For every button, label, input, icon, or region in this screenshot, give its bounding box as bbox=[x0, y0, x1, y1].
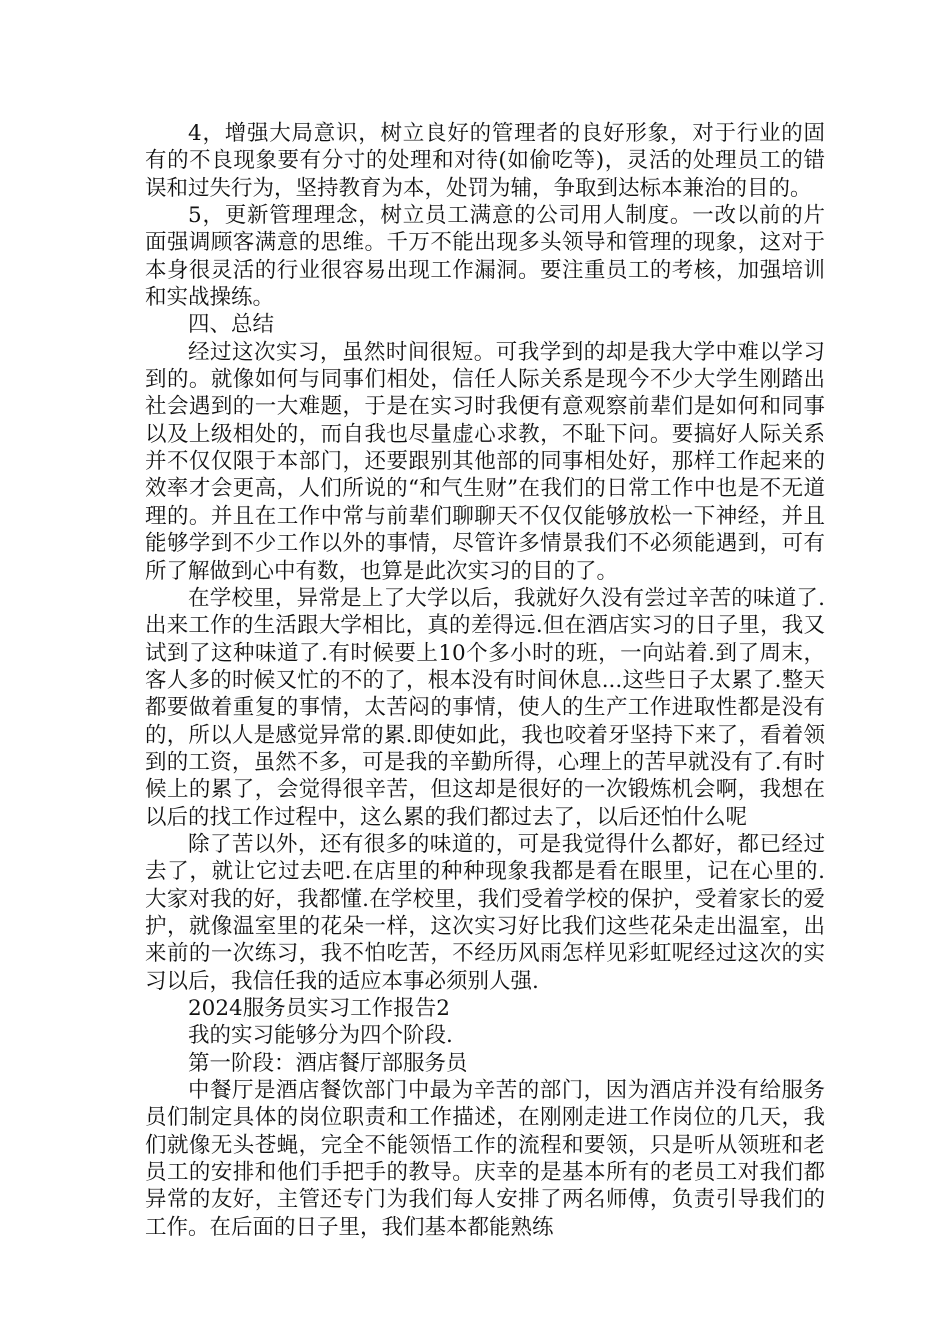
section-heading-summary: 四、总结 bbox=[188, 312, 275, 338]
paragraph-summary-1: 经过这次实习，虽然时间很短。可我学到的却是我大学中难以学习到的。就像如何与同事们相处，信任人际关系是现今不少大学生刚踏出社会遇到的一大难题，于是在实习时我便有意观察前辈们是如何和同事以及上级相处的，而自我也尽量虚心求教，不耻下问。要搞好人际关系并不仅仅限于本部门，还要跟别其他部的同事相处好，那样工作起来的效率才会更高，人们所说的“和气生财”在我们的日常工作中也是不无道理的。并且在工作中常与前辈们聊聊天不仅仅能够放松一下神经，并且能够学到不少工作以外的事情，尽管许多情景我们不必须能遇到，可有所了解做到心中有数，也算是此次实习的目的了。 bbox=[145, 339, 825, 584]
paragraph-strategy-4: 4，增强大局意识，树立良好的管理者的良好形象，对于行业的固有的不良现象要有分寸的处理和对待(如偷吃等)，灵活的处理员工的错误和过失行为，坚持教育为本，处罚为辅，争取到达标本兼治的目的。 bbox=[145, 121, 825, 201]
paragraph-summary-2: 在学校里，异常是上了大学以后，我就好久没有尝过辛苦的味道了.出来工作的生活跟大学相比，真的差得远.但在酒店实习的日子里，我又试到了这种味道了.有时候要上10个多小时的班，一向站着.到了周末，客人多的时候又忙的不的了，根本没有时间休息...这些日子太累了.整天都要做着重复的事情，太苦闷的事情，使人的生产工作进取性都是没有的，所以人是感觉异常的累.即使如此，我也咬着牙坚持下来了，看着领到的工资，虽然不多，可是我的辛勤所得，心理上的苦早就没有了.有时候上的累了，会觉得很辛苦，但这却是很好的一次锻炼机会啊，我想在以后的找工作过程中，这么累的我们都过去了，以后还怕什么呢 bbox=[145, 585, 825, 830]
stage-heading-1: 第一阶段：酒店餐厅部服务员 bbox=[188, 1050, 468, 1076]
paragraph-stages-intro: 我的实习能够分为四个阶段. bbox=[188, 1023, 453, 1049]
paragraph-strategy-5: 5，更新管理理念，树立员工满意的公司用人制度。一改以前的片面强调顾客满意的思维。千万不能出现多头领导和管理的现象，这对于本身很灵活的行业很容易出现工作漏洞。要注重员工的考核，加强培训和实战操练。 bbox=[145, 203, 825, 311]
report-title: 2024服务员实习工作报告2 bbox=[188, 996, 450, 1021]
paragraph-stage-1: 中餐厅是酒店餐饮部门中最为辛苦的部门，因为酒店并没有给服务员们制定具体的岗位职责和工作描述，在刚刚走进工作岗位的几天，我们就像无头苍蝇，完全不能领悟工作的流程和要领，只是听从领班和老员工的安排和他们手把手的教导。庆幸的是基本所有的老员工对我们都异常的友好，主管还专门为我们每人安排了两名师傅，负责引导我们的工作。在后面的日子里，我们基本都能熟练 bbox=[145, 1078, 825, 1240]
document-page bbox=[145, 120, 825, 1241]
paragraph-summary-3: 除了苦以外，还有很多的味道的，可是我觉得什么都好，都已经过去了，就让它过去吧.在店里的种种现象我都是看在眼里，记在心里的.大家对我的好，我都懂.在学校里，我们受着学校的保护，受着家长的爱护，就像温室里的花朵一样，这次实习好比我们这些花朵走出温室，出来前的一次练习，我不怕吃苦，不经历风雨怎样见彩虹呢经过这次的实习以后，我信任我的适应本事必须别人强. bbox=[145, 831, 825, 994]
